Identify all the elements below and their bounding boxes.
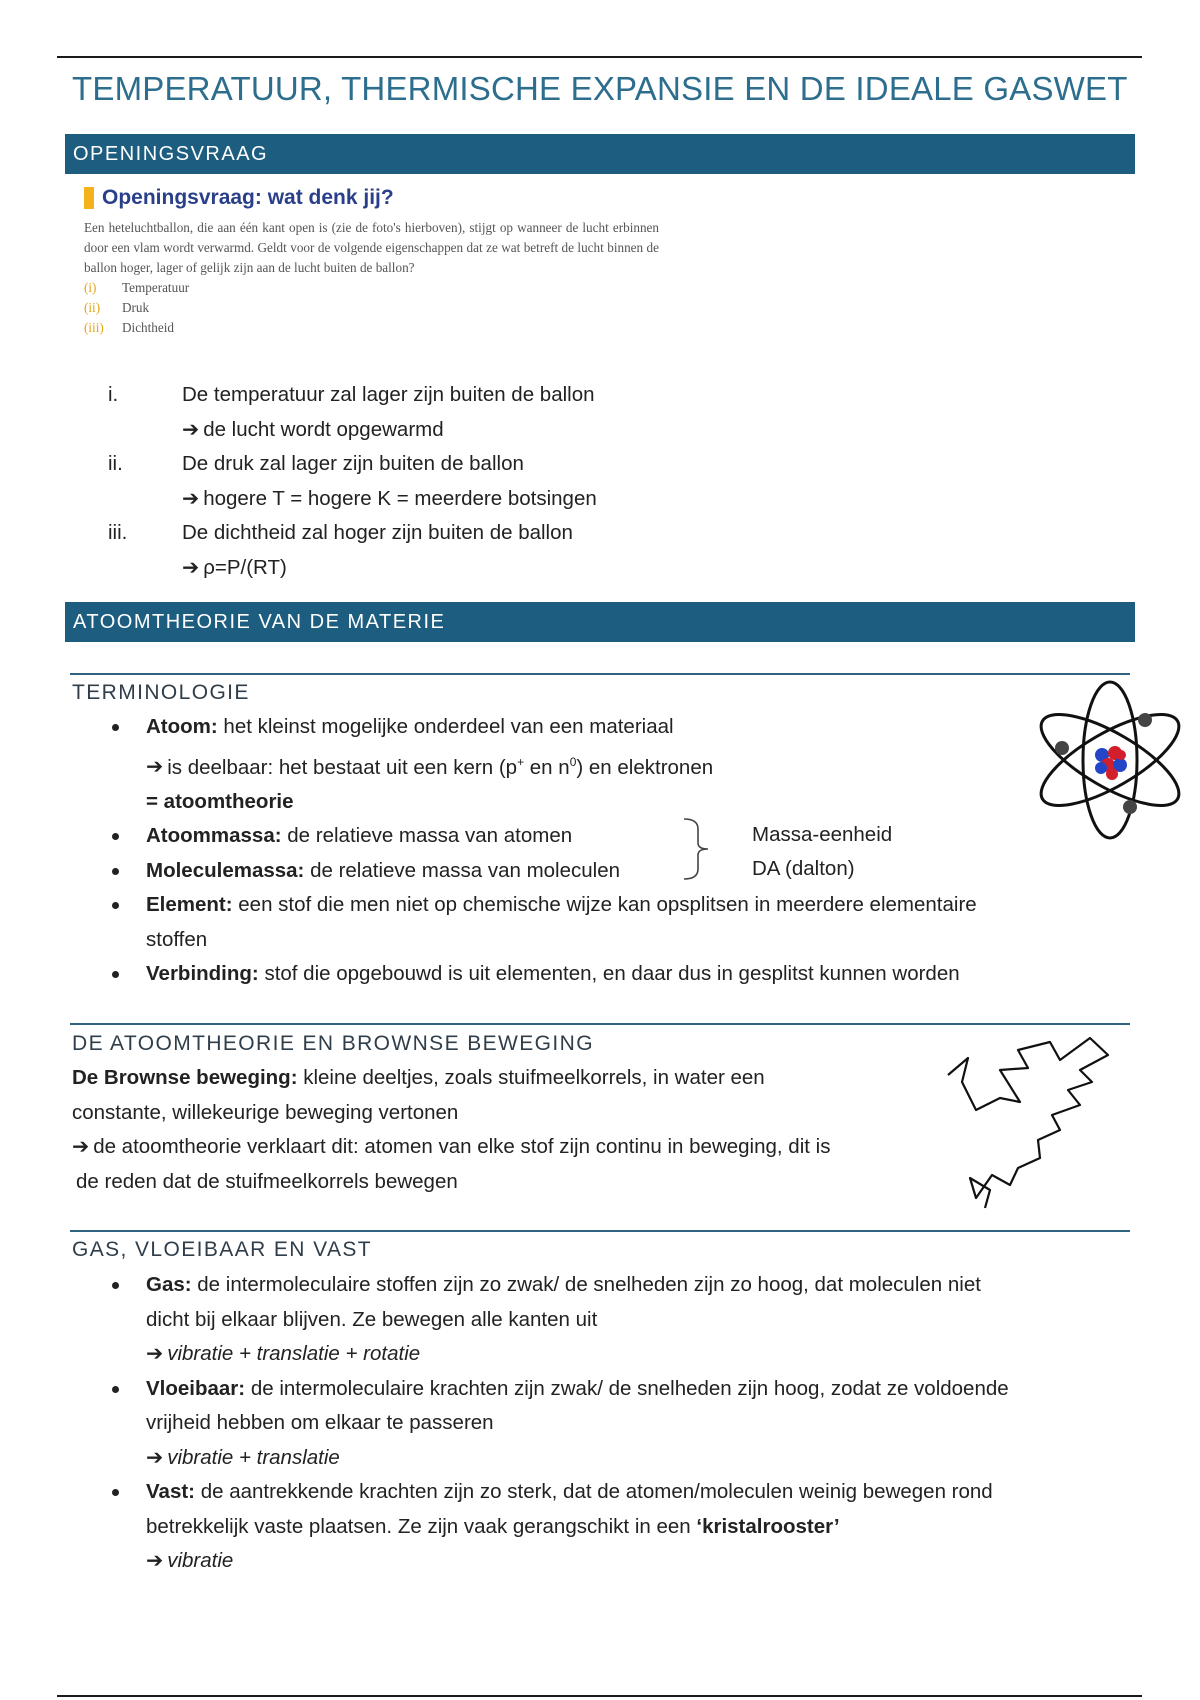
atoom-subline: ➔ is deelbaar: het bestaat uit een kern (p+ en $n^0$) en elektronen [146, 754, 714, 779]
heading-marker-icon [84, 187, 94, 209]
subsection-rule [70, 1230, 1130, 1232]
answer-number: ii. [108, 452, 123, 475]
arrow-icon: ➔ [146, 1342, 164, 1365]
bottom-rule [57, 1695, 1142, 1697]
brownse-line: constante, willekeurige beweging vertonen [72, 1100, 459, 1124]
list-item-atoom: Atoom: het kleinst mogelijke onderdeel van een materiaal [108, 710, 1108, 745]
arrow-icon: ➔ [182, 486, 200, 510]
answer-text: De temperatuur zal lager zijn buiten de ballon [182, 383, 595, 406]
arrow-icon: ➔ [146, 1445, 164, 1469]
list-item-atoommassa: Atoommassa: de relatieve massa van atomen [108, 819, 1108, 854]
subheading-terminologie: TERMINOLOGIE [72, 681, 250, 704]
list-item-moleculemassa: Moleculemassa: de relatieve massa van moleculen [108, 854, 1108, 889]
arrow-icon: ➔ [182, 555, 200, 579]
top-rule [57, 56, 1142, 58]
page-title: TEMPERATUUR, THERMISCHE EXPANSIE EN DE IDEALE GASWET [72, 70, 1128, 107]
brownian-path-icon [940, 1030, 1135, 1210]
vast-motion: ➔ vibratie [146, 1549, 234, 1572]
list-item-verbinding: Verbinding: stof die opgebouwd is uit elementen, en daar dus in gesplitst kunnen worden [108, 957, 1108, 992]
scan-heading-text: Openingsvraag: wat denk jij? [102, 186, 394, 209]
atom-icon [1035, 675, 1185, 845]
gas-continuation: dicht bij elkaar blijven. Ze bewegen alle kanten uit [146, 1307, 598, 1331]
brownse-line: De Brownse beweging: kleine deeltjes, zoals stuifmeelkorrels, in water een [72, 1066, 765, 1089]
list-item-gas: Gas: de intermoleculaire stoffen zijn zo zwak/ de snelheden zijn zo hoog, dat moleculen niet [108, 1268, 1148, 1303]
scan-heading [84, 186, 664, 210]
answer-text: De druk zal lager zijn buiten de ballon [182, 452, 524, 475]
mass-unit-name: DA (dalton) [752, 857, 855, 880]
section-bar-openingsvraag: OPENINGSVRAAG [65, 134, 1135, 174]
brownse-paragraph [72, 1061, 952, 1199]
brownse-line: ➔ de atoomtheorie verklaart dit: atomen van elke stof zijn continu in beweging, dit is [72, 1135, 831, 1158]
scan-item: (iii) Dichtheid [84, 320, 175, 335]
brownse-line: de reden dat de stuifmeelkorrels bewegen [76, 1169, 458, 1193]
element-continuation: stoffen [146, 927, 208, 951]
arrow-icon: ➔ [182, 417, 200, 441]
section-bar-atoomtheorie: ATOOMTHEORIE VAN DE MATERIE [65, 602, 1135, 642]
arrow-icon: ➔ [146, 755, 164, 779]
scanned-question [84, 186, 664, 338]
mass-unit-label: Massa-eenheid [752, 823, 893, 846]
atoomtheorie-line: = atoomtheorie [146, 789, 294, 813]
list-item-vloeibaar: Vloeibaar: de intermoleculaire krachten zijn zwak/ de snelheden zijn hoog, zodat ze voldoende [108, 1372, 1148, 1407]
vloeibaar-motion: ➔ vibratie + translatie [146, 1445, 340, 1469]
vloeibaar-continuation: vrijheid hebben om elkaar te passeren [146, 1411, 494, 1434]
terminology-list [108, 710, 1108, 992]
answer-text: De dichtheid zal hoger zijn buiten de ballon [182, 521, 573, 544]
list-item-vast: Vast: de aantrekkende krachten zijn zo sterk, dat de atomen/moleculen weinig bewegen rond [108, 1475, 1148, 1510]
subheading-brownse: DE ATOOMTHEORIE EN BROWNSE BEWEGING [72, 1032, 594, 1055]
subsection-rule [70, 673, 1130, 675]
scan-item-list [84, 278, 664, 338]
scan-item: (i) Temperatuur [84, 280, 190, 295]
gas-motion: ➔ vibratie + translatie + rotatie [146, 1342, 421, 1365]
vast-continuation: betrekkelijk vaste plaatsen. Ze zijn vaak gerangschikt in een ‘kristalrooster’ [146, 1514, 840, 1538]
scan-question-text: Een heteluchtballon, die aan één kant open is (zie de foto's hierboven), stijgt op wanneer de lucht erbinnen door een vlam wordt verwarmd. Geldt voor de volgende eigenschappen dat ze wat betreft de lucht binnen de ballon hoger, lager of gelijk zijn aan de lucht buiten de ballon? [84, 220, 659, 275]
scan-item: (ii) Druk [84, 300, 150, 315]
list-item-element: Element: een stof die men niet op chemische wijze kan opsplitsen in meerdere elementaire [108, 888, 1108, 923]
subheading-gas: GAS, VLOEIBAAR EN VAST [72, 1238, 372, 1261]
answer-number: i. [108, 383, 119, 406]
subsection-rule [70, 1023, 1130, 1025]
states-list [108, 1268, 1148, 1579]
arrow-icon: ➔ [146, 1549, 164, 1572]
arrow-icon: ➔ [72, 1135, 90, 1158]
answer-number: iii. [108, 521, 128, 544]
